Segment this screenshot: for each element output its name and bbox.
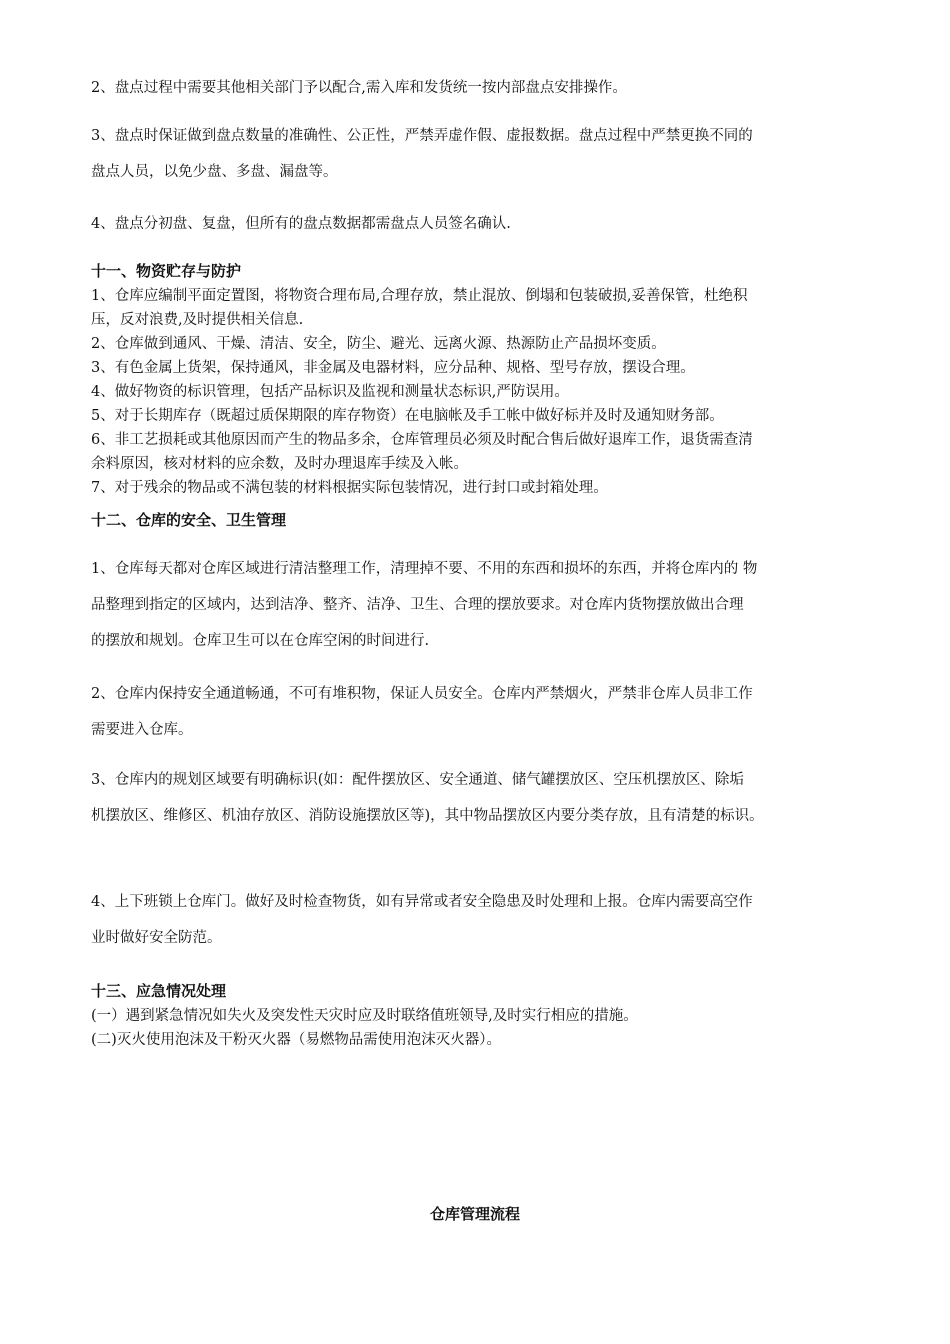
- inventory-item-3: [91, 118, 881, 190]
- paragraph-line: 业时做好安全防范。: [91, 930, 222, 946]
- paragraph-line: 2、仓库内保持安全通道畅通，不可有堆积物，保证人员安全。仓库内严禁烟火，严禁非仓库人员非工作: [91, 686, 753, 702]
- paragraph-line: 1、仓库每天都对仓库区域进行清洁整理工作，清理掉不要、不用的东西和损坏的东西，并将仓库内的 物: [91, 561, 758, 577]
- paragraph-line: (二)灭火使用泡沫及干粉灭火器（易燃物品需使用泡沫灭火器）。: [91, 1032, 502, 1048]
- section-12-item-4: [91, 884, 881, 956]
- section-12-item-3: [91, 762, 881, 834]
- paragraph-line: 4、做好物资的标识管理，包括产品标识及监视和测量状态标识,严防误用。: [91, 384, 569, 400]
- paragraph-line: 3、仓库内的规划区域要有明确标识(如：配件摆放区、安全通道、储气罐摆放区、空压机摆放区、除垢: [91, 772, 744, 788]
- paragraph-line: 2、盘点过程中需要其他相关部门予以配合,需入库和发货统一按内部盘点安排操作。: [91, 80, 627, 96]
- paragraph-line: 4、盘点分初盘、复盘，但所有的盘点数据都需盘点人员签名确认.: [91, 216, 511, 232]
- inventory-item-2: [91, 76, 881, 100]
- paragraph-line: 余料原因，核对材料的应余数，及时办理退库手续及入帐。: [91, 456, 468, 472]
- section-11-body: [91, 284, 881, 500]
- paragraph-line: 2、仓库做到通风、干燥、清洁、安全，防尘、避光、远离火源、热源防止产品损坏变质。: [91, 336, 666, 352]
- paragraph-line: 1、仓库应编制平面定置图，将物资合理布局,合理存放，禁止混放、倒塌和包装破损,妥善保管，杜绝积: [91, 288, 748, 304]
- paragraph-line: 压，反对浪费,及时提供相关信息.: [91, 312, 304, 328]
- paragraph-line: 3、盘点时保证做到盘点数量的准确性、公正性，严禁弄虚作假、虚报数据。盘点过程中严禁更换不同的: [91, 128, 753, 144]
- paragraph-line: 7、对于残余的物品或不满包装的材料根据实际包装情况，进行封口或封箱处理。: [91, 480, 608, 496]
- paragraph-line: 需要进入仓库。: [91, 722, 193, 738]
- paragraph-line: 盘点人员，以免少盘、多盘、漏盘等。: [91, 164, 338, 180]
- inventory-item-4: [91, 212, 881, 236]
- paragraph-line: 机摆放区、维修区、机油存放区、消防设施摆放区等)，其中物品摆放区内要分类存放，且有清楚的标识。: [91, 808, 764, 824]
- section-13-heading: 十三、应急情况处理: [91, 982, 227, 1000]
- footer-title: 仓库管理流程: [429, 1205, 520, 1223]
- paragraph-line: 的摆放和规划。仓库卫生可以在仓库空闲的时间进行.: [91, 633, 430, 649]
- paragraph-line: (一）遇到紧急情况如失火及突发性天灾时应及时联络值班领导,及时实行相应的措施。: [91, 1008, 638, 1024]
- section-13-body: [91, 1004, 881, 1052]
- section-11-heading: 十一、物资贮存与防护: [91, 262, 242, 280]
- section-12-heading: 十二、仓库的安全、卫生管理: [91, 511, 287, 529]
- paragraph-line: 品整理到指定的区域内，达到洁净、整齐、洁净、卫生、合理的摆放要求。对仓库内货物摆放做出合理: [91, 597, 744, 613]
- paragraph-line: 6、非工艺损耗或其他原因而产生的物品多余，仓库管理员必须及时配合售后做好退库工作，退货需查清: [91, 432, 753, 448]
- section-12-item-1: [91, 551, 881, 659]
- section-12-item-2: [91, 676, 881, 748]
- paragraph-line: 5、对于长期库存（既超过质保期限的库存物资）在电脑帐及手工帐中做好标并及时及通知财务部。: [91, 408, 724, 424]
- paragraph-line: 4、上下班锁上仓库门。做好及时检查物货，如有异常或者安全隐患及时处理和上报。仓库内需要高空作: [91, 894, 753, 910]
- paragraph-line: 3、有色金属上货架，保持通风，非金属及电器材料，应分品种、规格、型号存放，摆设合理。: [91, 360, 695, 376]
